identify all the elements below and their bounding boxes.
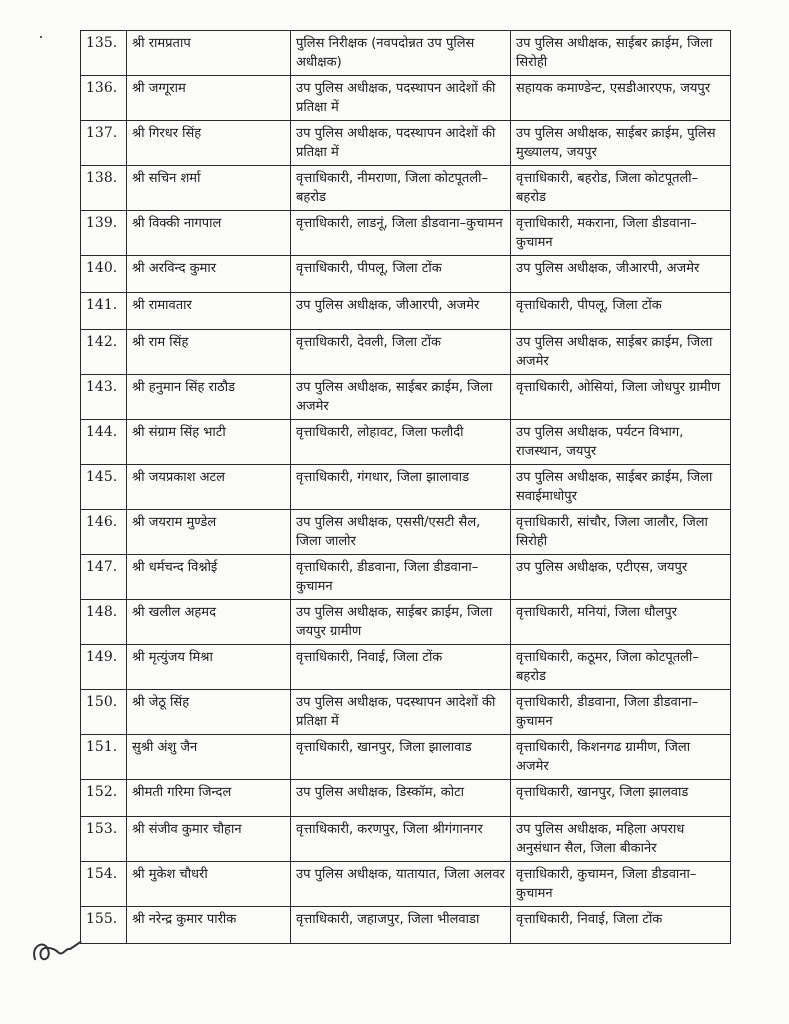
officer-name: श्री जग्गूराम	[127, 76, 291, 121]
new-posting: वृत्ताधिकारी, मनियां, जिला धौलपुर	[511, 600, 731, 645]
new-posting: उप पुलिस अधीक्षक, पर्यटन विभाग, राजस्थान, जयपुर	[511, 420, 731, 465]
current-posting: उप पुलिस अधीक्षक, साईबर क्राईम, जिला अजमेर	[291, 375, 511, 420]
new-posting: वृत्ताधिकारी, कुचामन, जिला डीडवाना–कुचामन	[511, 862, 731, 907]
new-posting: वृत्ताधिकारी, कठूमर, जिला कोटपूतली–बहरोड	[511, 645, 731, 690]
officer-name: श्री हनुमान सिंह राठौड	[127, 375, 291, 420]
current-posting: उप पुलिस अधीक्षक, पदस्थापन आदेशों की प्रतिक्षा में	[291, 690, 511, 735]
new-posting: उप पुलिस अधीक्षक, साईबर क्राईम, जिला सवाईमाधोपुर	[511, 465, 731, 510]
serial-number: 137.	[81, 121, 127, 166]
new-posting: सहायक कमाण्डेन्ट, एसडीआरएफ, जयपुर	[511, 76, 731, 121]
officer-name: सुश्री अंशु जैन	[127, 735, 291, 780]
current-posting: वृत्ताधिकारी, लाडनूं, जिला डीडवाना–कुचामन	[291, 211, 511, 256]
new-posting: वृत्ताधिकारी, निवाई, जिला टोंक	[511, 907, 731, 944]
new-posting: उप पुलिस अधीक्षक, एटीएस, जयपुर	[511, 555, 731, 600]
table-row	[81, 121, 731, 166]
transfer-list-page	[80, 30, 730, 944]
serial-number: 149.	[81, 645, 127, 690]
officer-name: श्री खलील अहमद	[127, 600, 291, 645]
new-posting: वृत्ताधिकारी, किशनगढ ग्रामीण, जिला अजमेर	[511, 735, 731, 780]
new-posting: वृत्ताधिकारी, पीपलू, जिला टोंक	[511, 293, 731, 330]
new-posting: वृत्ताधिकारी, खानपुर, जिला झालवाड	[511, 780, 731, 817]
officer-name: श्री मृत्युंजय मिश्रा	[127, 645, 291, 690]
officer-name: श्री राम सिंह	[127, 330, 291, 375]
serial-number: 152.	[81, 780, 127, 817]
table-row	[81, 862, 731, 907]
current-posting: उप पुलिस अधीक्षक, पदस्थापन आदेशों की प्रतिक्षा में	[291, 121, 511, 166]
current-posting: उप पुलिस अधीक्षक, पदस्थापन आदेशों की प्रतिक्षा में	[291, 76, 511, 121]
officer-name: श्री गिरधर सिंह	[127, 121, 291, 166]
table-row	[81, 420, 731, 465]
officer-name: श्री रामप्रताप	[127, 31, 291, 76]
current-posting: वृत्ताधिकारी, निवाई, जिला टोंक	[291, 645, 511, 690]
serial-number: 148.	[81, 600, 127, 645]
officer-name: श्री धर्मचन्द विश्नोई	[127, 555, 291, 600]
officer-name: श्री रामावतार	[127, 293, 291, 330]
current-posting: वृत्ताधिकारी, लोहावट, जिला फलौदी	[291, 420, 511, 465]
current-posting: पुलिस निरीक्षक (नवपदोन्नत उप पुलिस अधीक्षक)	[291, 31, 511, 76]
table-row	[81, 555, 731, 600]
serial-number: 146.	[81, 510, 127, 555]
current-posting: उप पुलिस अधीक्षक, एससी/एसटी सैल, जिला जालोर	[291, 510, 511, 555]
officer-name: श्री विक्की नागपाल	[127, 211, 291, 256]
serial-number: 138.	[81, 166, 127, 211]
table-row	[81, 510, 731, 555]
serial-number: 135.	[81, 31, 127, 76]
table-row	[81, 817, 731, 862]
new-posting: उप पुलिस अधीक्षक, महिला अपराध अनुसंधान सैल, जिला बीकानेर	[511, 817, 731, 862]
table-row	[81, 600, 731, 645]
officer-name: श्रीमती गरिमा जिन्दल	[127, 780, 291, 817]
table-row	[81, 735, 731, 780]
table-row	[81, 780, 731, 817]
new-posting: उप पुलिस अधीक्षक, साईबर क्राईम, पुलिस मुख्यालय, जयपुर	[511, 121, 731, 166]
current-posting: वृत्ताधिकारी, जहाजपुर, जिला भीलवाडा	[291, 907, 511, 944]
officer-name: श्री सचिन शर्मा	[127, 166, 291, 211]
new-posting: वृत्ताधिकारी, डीडवाना, जिला डीडवाना–कुचामन	[511, 690, 731, 735]
table-row	[81, 465, 731, 510]
current-posting: वृत्ताधिकारी, खानपुर, जिला झालावाड	[291, 735, 511, 780]
table-row	[81, 256, 731, 293]
transfer-table	[80, 30, 731, 944]
signature-mark	[26, 923, 101, 972]
current-posting: उप पुलिस अधीक्षक, साईबर क्राईम, जिला जयपुर ग्रामीण	[291, 600, 511, 645]
table-row	[81, 645, 731, 690]
serial-number: 153.	[81, 817, 127, 862]
current-posting: वृत्ताधिकारी, डीडवाना, जिला डीडवाना–कुचामन	[291, 555, 511, 600]
table-row	[81, 690, 731, 735]
current-posting: उप पुलिस अधीक्षक, यातायात, जिला अलवर	[291, 862, 511, 907]
officer-name: श्री संजीव कुमार चौहान	[127, 817, 291, 862]
serial-number: 140.	[81, 256, 127, 293]
table-row	[81, 211, 731, 256]
serial-number: 141.	[81, 293, 127, 330]
current-posting: उप पुलिस अधीक्षक, जीआरपी, अजमेर	[291, 293, 511, 330]
table-row	[81, 907, 731, 944]
serial-number: 144.	[81, 420, 127, 465]
officer-name: श्री अरविन्द कुमार	[127, 256, 291, 293]
current-posting: उप पुलिस अधीक्षक, डिस्कॉम, कोटा	[291, 780, 511, 817]
new-posting: उप पुलिस अधीक्षक, जीआरपी, अजमेर	[511, 256, 731, 293]
serial-number: 150.	[81, 690, 127, 735]
serial-number: 142.	[81, 330, 127, 375]
scan-dot	[40, 36, 42, 38]
current-posting: वृत्ताधिकारी, करणपुर, जिला श्रीगंगानगर	[291, 817, 511, 862]
new-posting: वृत्ताधिकारी, बहरोड, जिला कोटपूतली–बहरोड	[511, 166, 731, 211]
table-row	[81, 31, 731, 76]
table-row	[81, 76, 731, 121]
new-posting: उप पुलिस अधीक्षक, साईबर क्राईम, जिला अजमेर	[511, 330, 731, 375]
current-posting: वृत्ताधिकारी, पीपलू, जिला टोंक	[291, 256, 511, 293]
serial-number: 155.	[81, 907, 127, 944]
table-row	[81, 166, 731, 211]
new-posting: वृत्ताधिकारी, मकराना, जिला डीडवाना–कुचामन	[511, 211, 731, 256]
officer-name: श्री जेठू सिंह	[127, 690, 291, 735]
serial-number: 154.	[81, 862, 127, 907]
officer-name: श्री जयराम मुण्डेल	[127, 510, 291, 555]
new-posting: उप पुलिस अधीक्षक, साईबर क्राईम, जिला सिरोही	[511, 31, 731, 76]
table-row	[81, 375, 731, 420]
officer-name: श्री नरेन्द्र कुमार पारीक	[127, 907, 291, 944]
serial-number: 136.	[81, 76, 127, 121]
table-row	[81, 293, 731, 330]
current-posting: वृत्ताधिकारी, नीमराणा, जिला कोटपूतली–बहरोड	[291, 166, 511, 211]
serial-number: 147.	[81, 555, 127, 600]
officer-name: श्री मुकेश चौधरी	[127, 862, 291, 907]
new-posting: वृत्ताधिकारी, सांचौर, जिला जालौर, जिला सिरोही	[511, 510, 731, 555]
officer-name: श्री संग्राम सिंह भाटी	[127, 420, 291, 465]
current-posting: वृत्ताधिकारी, देवली, जिला टोंक	[291, 330, 511, 375]
serial-number: 151.	[81, 735, 127, 780]
serial-number: 139.	[81, 211, 127, 256]
new-posting: वृत्ताधिकारी, ओसियां, जिला जोधपुर ग्रामीण	[511, 375, 731, 420]
table-row	[81, 330, 731, 375]
serial-number: 145.	[81, 465, 127, 510]
officer-name: श्री जयप्रकाश अटल	[127, 465, 291, 510]
current-posting: वृत्ताधिकारी, गंगधार, जिला झालावाड	[291, 465, 511, 510]
serial-number: 143.	[81, 375, 127, 420]
